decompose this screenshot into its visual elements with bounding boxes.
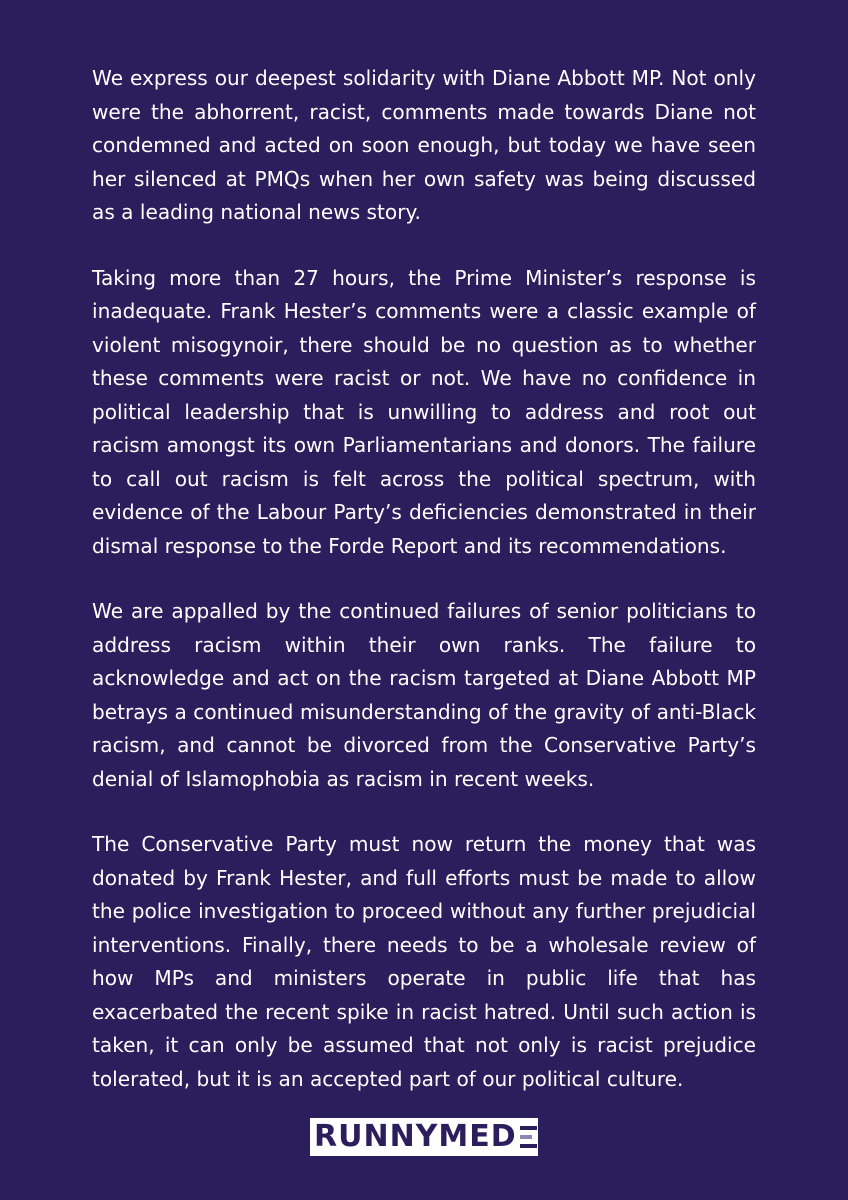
statement-paragraph-1: We express our deepest solidarity with Diane Abbott MP. Not only were the abhorrent, racist, comments made towards Diane not condemned and acted on soon enough, but today we have seen her silenced at PMQs when her own safety was being discussed as a leading national news story. — [92, 66, 756, 224]
logo-wordmark: RUNNYMED — [314, 1119, 517, 1154]
logo-e-middle-bar — [520, 1135, 532, 1139]
runnymede-logo — [310, 1118, 538, 1156]
statement-paragraph-3: We are appalled by the continued failures of senior politicians to address racism within their own ranks. The failure to acknowledge and act on the racism targeted at Diane Abbott MP betrays a continued misunderstanding of the gravity of anti-Black racism, and cannot be divorced from the Conservative Party’s denial of Islamophobia as racism in recent weeks. — [92, 599, 756, 791]
statement-body — [92, 62, 756, 1128]
logo-e-top-bar — [520, 1126, 537, 1130]
statement-paragraph-2: Taking more than 27 hours, the Prime Minister’s response is inadequate. Frank Hester’s comments were a classic example of violent misogynoir, there should be no question as to whether these comments were racist or not. We have no confidence in political leadership that is unwilling to address and root out racism amongst its own Parliamentarians and donors. The failure to call out racism is felt across the political spectrum, with evidence of the Labour Party’s deficiencies demonstrated in their dismal response to the Forde Report and its recommendations. — [92, 265, 756, 558]
statement-paragraph-4: The Conservative Party must now return the money that was donated by Frank Hester, and full efforts must be made to allow the police investigation to proceed without any further prejudicial interventions. Finally, there needs to be a wholesale review of how MPs and ministers operate in public life that has exacerbated the recent spike in racist hatred. Until such action is taken, it can only be assumed that not only is racist prejudice tolerated, but it is an accepted part of our political culture. — [92, 832, 756, 1091]
logo-e-bottom-bar — [520, 1144, 537, 1148]
logo-stylized-e-icon — [520, 1126, 537, 1148]
